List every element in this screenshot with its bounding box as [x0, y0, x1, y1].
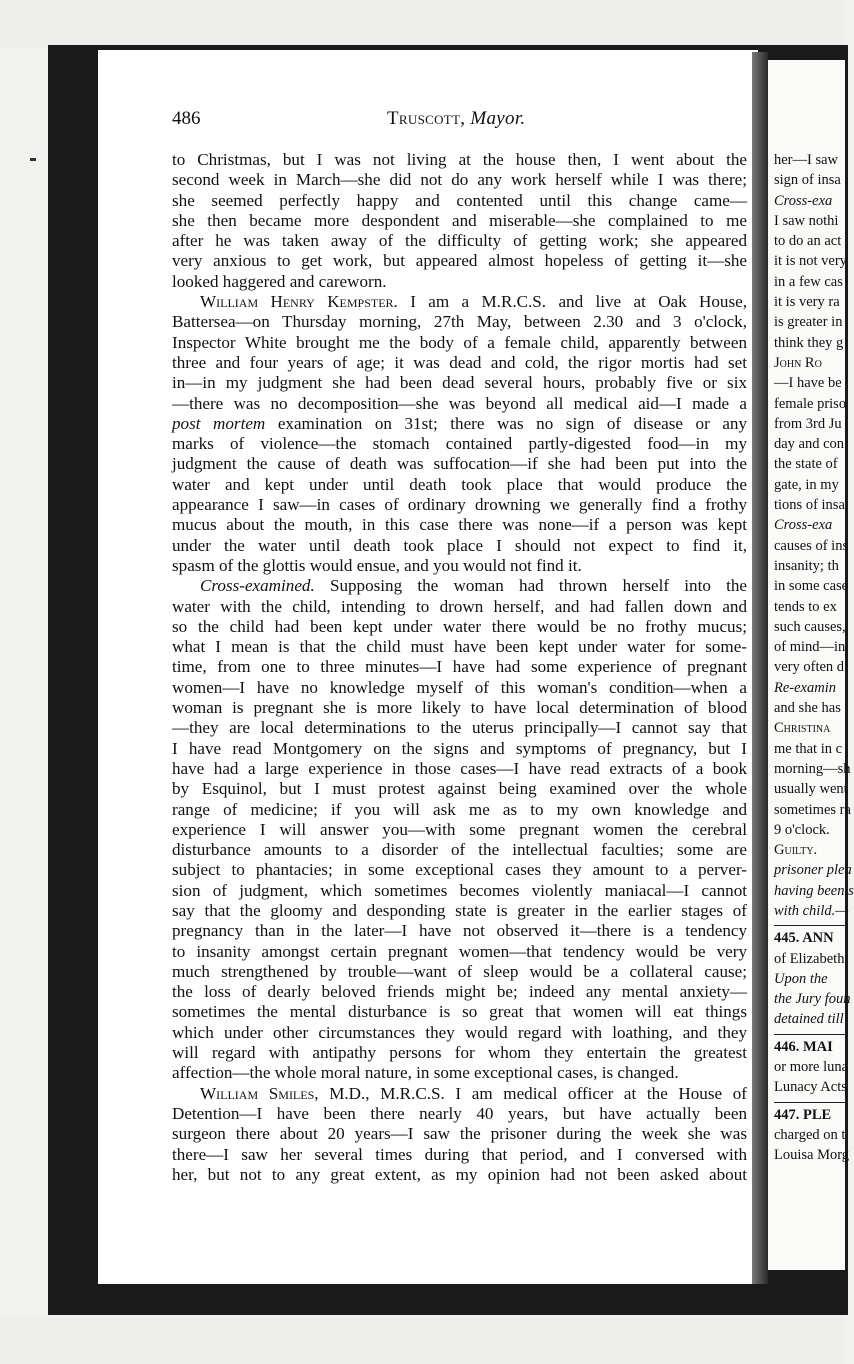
line-text: time, from one to three minutes—I have had some experience of pregnant: [172, 657, 747, 677]
margin-mark: [30, 158, 36, 161]
text-line: [172, 414, 747, 434]
italic-phrase: post mortem: [172, 413, 266, 433]
text-line: [172, 1145, 747, 1165]
line-text: looked haggered and careworn.: [172, 271, 387, 291]
witness-name: William Henry Kempster.: [200, 292, 398, 312]
text-line: [172, 597, 747, 617]
right-column-line: —I have be: [774, 375, 842, 392]
right-column-line: in a few cas: [774, 273, 843, 290]
text-line: [172, 272, 747, 292]
line-text: the loss of dearly beloved friends might be; indeed any mental anxiety—: [172, 982, 747, 1002]
text-line: [172, 394, 747, 414]
line-text: —they are local determinations to the uterus principally—I cannot say that: [172, 718, 747, 738]
line-text: her, but not to any great extent, as my opinion had not been asked about: [172, 1164, 747, 1184]
text-line: [172, 373, 747, 393]
line-text: spasm of the glottis would ensue, and you would not find it.: [172, 555, 582, 575]
text-line: [172, 292, 747, 312]
text-line: [172, 1063, 747, 1083]
scan-margin-bottom: [0, 1316, 845, 1364]
text-line: [172, 231, 747, 251]
right-column-line: Cross-exa: [774, 517, 833, 534]
right-column-line: having been s: [774, 882, 854, 899]
text-line: [172, 191, 747, 211]
line-text: under the water until death took place I should not expect to find it,: [172, 535, 747, 555]
text-line: [172, 1002, 747, 1022]
text-line: [172, 312, 747, 332]
text-line: [172, 211, 747, 231]
text-line: [172, 921, 747, 941]
witness-name: William Smiles,: [200, 1083, 319, 1103]
right-column-line: causes of ins: [774, 537, 849, 554]
line-text: sion of judgment, which sometimes becomes violently maniacal—I cannot: [172, 880, 747, 900]
line-text: I have read Montgomery on the signs and symptoms of pregnancy, but I: [172, 738, 747, 758]
right-column-line: charged on t: [774, 1126, 846, 1143]
right-column-line: 446. MAI: [774, 1038, 833, 1055]
line-text: there—I saw her several times during that period, and I conversed with: [172, 1144, 747, 1164]
text-line: [172, 556, 747, 576]
line-text: examination on 31st; there was no sign of disease or any: [265, 413, 747, 433]
right-column-line: I saw nothi: [774, 212, 839, 229]
text-line: [172, 1023, 747, 1043]
line-text: by Esquinol, but I must protest against being examined over the whole: [172, 779, 747, 799]
line-text: in—in my judgment she had been dead several hours, probably five or six: [172, 373, 747, 393]
line-text: I am a M.R.C.S. and live at Oak House,: [397, 292, 747, 312]
right-column-line: it is not very: [774, 253, 847, 270]
running-head: [387, 108, 525, 130]
right-column-line: usually went: [774, 781, 848, 798]
text-line: [172, 515, 747, 535]
text-line: [172, 739, 747, 759]
right-column-line: Cross-exa: [774, 192, 833, 209]
line-text: subject to phantacies; in some exceptional cases they amount to a perver-: [172, 860, 747, 880]
line-text: judgment the cause of death was suffocation—if she had been put into the: [172, 454, 747, 474]
text-line: [172, 1084, 747, 1104]
line-text: appearance I saw—in cases of ordinary drowning we generally find a frothy: [172, 495, 747, 515]
line-text: what I mean is that the child must have been kept under water for some-: [172, 637, 747, 657]
text-line: [172, 150, 747, 170]
right-column-line: the state of: [774, 456, 838, 473]
text-line: [172, 942, 747, 962]
line-text: woman is pregnant she is more likely to have local determination of blood: [172, 698, 747, 718]
line-text: three and four years of age; it was dead and cold, the rigor mortis had set: [172, 352, 747, 372]
line-text: Detention—I have been there nearly 40 years, but have actually been: [172, 1103, 747, 1123]
line-text: —there was no decomposition—she was beyond all medical aid—I made a: [172, 393, 747, 413]
right-column-line: Lunacy Acts: [774, 1079, 847, 1096]
line-text: she seemed perfectly happy and contented until this change came—: [172, 190, 747, 210]
right-column-line: the Jury foun: [774, 991, 851, 1008]
right-column-line: Guilty.: [774, 842, 818, 859]
page-header: [172, 108, 747, 138]
line-text: Supposing the woman had thrown herself into the: [314, 576, 747, 596]
line-text: disturbance amounts to a disorder of the intellectual faculties; some are: [172, 840, 747, 860]
text-line: [172, 698, 747, 718]
right-column-line: such causes,: [774, 618, 846, 635]
text-line: [172, 657, 747, 677]
right-column-line: Louisa Morg: [774, 1147, 850, 1164]
text-line: [172, 1124, 747, 1144]
text-line: [172, 434, 747, 454]
right-column-line: Re-examin: [774, 679, 836, 696]
text-line: [172, 901, 747, 921]
text-line: [172, 251, 747, 271]
text-line: [172, 779, 747, 799]
right-column-line: me that in c: [774, 740, 843, 757]
italic-phrase: Cross-examined.: [200, 576, 315, 596]
right-column-line: insanity; th: [774, 557, 839, 574]
line-text: M.D., M.R.C.S. I am medical officer at the House of: [318, 1083, 747, 1103]
right-column-line: it is very ra: [774, 294, 840, 311]
right-column-line: in some case: [774, 578, 849, 595]
right-column-line: and she has: [774, 700, 841, 717]
body-text: [172, 150, 747, 1185]
right-column-line: is greater in: [774, 314, 843, 331]
text-line: [172, 678, 747, 698]
line-text: Battersea—on Thursday morning, 27th May, between 2.30 and 3 o'clock,: [172, 312, 747, 332]
text-line: [172, 860, 747, 880]
text-line: [172, 800, 747, 820]
right-column-line: detained till: [774, 1011, 844, 1028]
text-line: [172, 170, 747, 190]
text-line: [172, 820, 747, 840]
text-line: [172, 536, 747, 556]
text-line: [172, 617, 747, 637]
right-column-line: sometimes ra: [774, 801, 851, 818]
right-column-line: morning—sh: [774, 760, 851, 777]
line-text: Inspector White brought me the body of a female child, apparently between: [172, 332, 747, 352]
text-line: [172, 576, 747, 596]
right-column-line: sign of insa: [774, 172, 841, 189]
line-text: affection—the whole moral nature, in some exceptional cases, is changed.: [172, 1063, 679, 1083]
line-text: so the child had been kept under water there would be no frothy mucus;: [172, 616, 747, 636]
line-text: after he was taken away of the difficulty of getting work; she appeared: [172, 231, 747, 251]
right-column-line: her—I saw: [774, 152, 839, 168]
running-head-title: Mayor.: [470, 108, 526, 129]
right-column-line: with child.—: [774, 902, 849, 919]
text-line: [172, 718, 747, 738]
line-text: very anxious to get work, but appeared almost hopeless of getting it—she: [172, 251, 747, 271]
text-line: [172, 1043, 747, 1063]
right-column-line: think they g: [774, 334, 844, 351]
text-line: [172, 982, 747, 1002]
page-gutter: [752, 52, 768, 1284]
line-text: surgeon there about 20 years—I saw the prisoner during the week she was: [172, 1124, 747, 1144]
line-text: have had a large experience in those cases—I have read extracts of a book: [172, 758, 747, 778]
line-text: pregnancy than in the later—I have not observed it—there is a tendency: [172, 921, 747, 941]
line-text: women—I have no knowledge myself of this woman's condition—when a: [172, 677, 747, 697]
line-text: to Christmas, but I was not living at the house then, I went about the: [172, 150, 747, 169]
text-line: [172, 1104, 747, 1124]
right-column-line: 447. PLE: [774, 1106, 832, 1123]
right-column-line: or more luna: [774, 1059, 849, 1076]
right-column-line: 9 o'clock.: [774, 821, 830, 838]
right-column-line: of mind—in: [774, 639, 846, 656]
text-line: [172, 637, 747, 657]
text-line: [172, 881, 747, 901]
line-text: say that the gloomy and desponding state is greater in the earlier stages of: [172, 900, 747, 920]
right-column-line: Upon the: [774, 970, 828, 987]
page-number: 486: [172, 108, 201, 129]
line-text: marks of violence—the stomach contained partly-digested food—in my: [172, 434, 747, 454]
text-line: [172, 759, 747, 779]
section-rule: [774, 925, 845, 926]
right-column-fragment: [774, 150, 854, 1166]
right-column-line: Christina: [774, 720, 831, 737]
right-column-line: very often d: [774, 659, 845, 676]
line-text: range of medicine; if you will ask me as to my own knowledge and: [172, 799, 747, 819]
running-head-name: Truscott,: [387, 108, 466, 129]
line-text: water and kept under until death took place that would produce the: [172, 474, 747, 494]
section-rule: [774, 1102, 845, 1103]
line-text: will regard with antipathy persons for whom they entertain the greatest: [172, 1043, 747, 1063]
right-column-line: day and con: [774, 436, 845, 453]
right-column-line: 445. ANN: [774, 930, 834, 947]
line-text: experience I will answer you—with some pregnant women the cerebral: [172, 819, 747, 839]
section-rule: [774, 1034, 845, 1035]
line-text: much strengthened by trouble—want of sleep would be a collateral cause;: [172, 961, 747, 981]
text-line: [172, 962, 747, 982]
text-line: [172, 333, 747, 353]
line-text: to insanity amongst certain pregnant women—that tendency would be very: [172, 941, 747, 961]
right-column-line: tions of insa: [774, 497, 845, 514]
line-text: sometimes the mental disturbance is so great that women will eat things: [172, 1002, 747, 1022]
text-line: [172, 475, 747, 495]
line-text: mucus about the mouth, in this case there was none—if a person was kept: [172, 515, 747, 535]
line-text: water with the child, intending to drown herself, and had fallen down and: [172, 596, 747, 616]
text-line: [172, 1165, 747, 1185]
right-column-line: female priso: [774, 395, 847, 412]
line-text: which under other circumstances they would regard with loathing, and they: [172, 1022, 747, 1042]
text-line: [172, 495, 747, 515]
scan-margin-top: [0, 0, 845, 48]
line-text: she then became more despondent and miserable—she complained to me: [172, 210, 747, 230]
text-line: [172, 840, 747, 860]
right-column-line: of Elizabeth: [774, 950, 845, 967]
right-column-line: tends to ex: [774, 598, 837, 615]
right-column-line: to do an act: [774, 233, 842, 250]
text-line: [172, 454, 747, 474]
right-column-line: John Ro: [774, 354, 822, 371]
right-column-line: prisoner plea: [774, 862, 852, 879]
right-column-line: from 3rd Ju: [774, 415, 842, 432]
line-text: second week in March—she did not do any work herself while I was there;: [172, 170, 747, 190]
text-line: [172, 353, 747, 373]
right-column-line: gate, in my: [774, 476, 839, 493]
